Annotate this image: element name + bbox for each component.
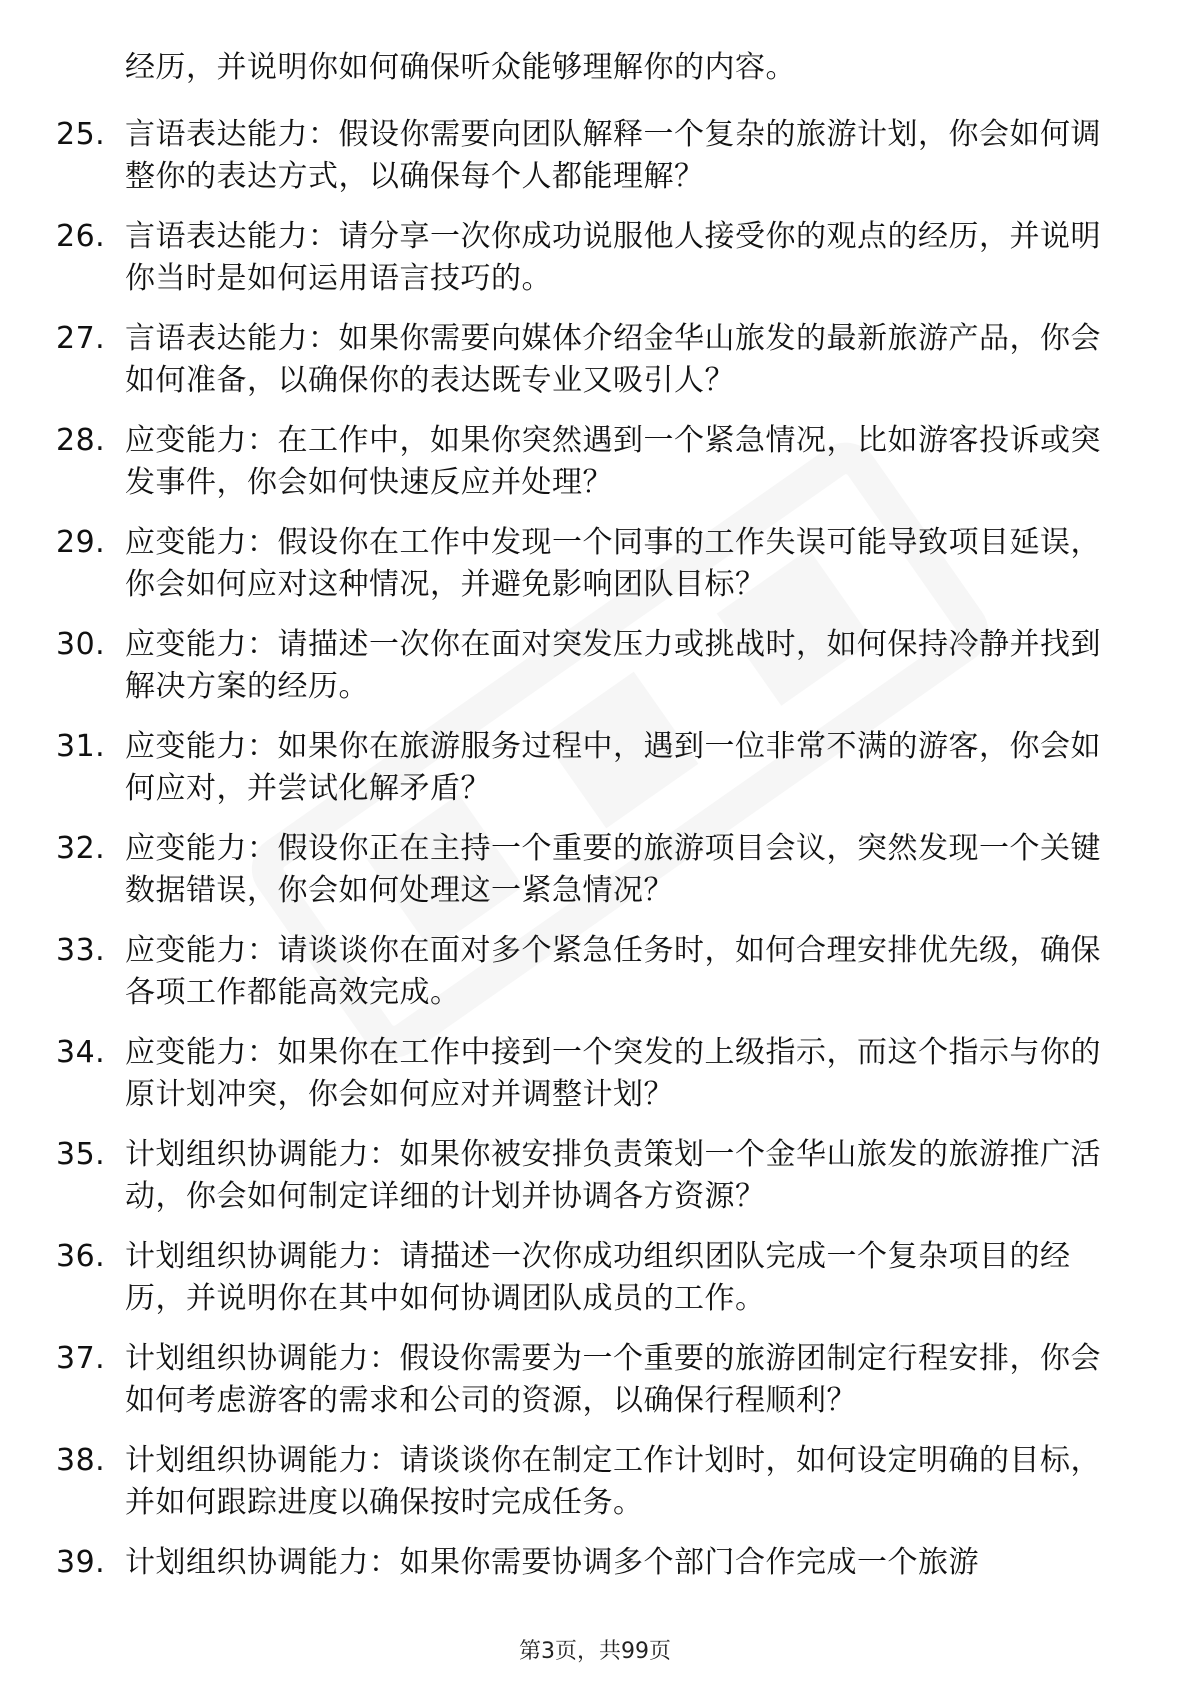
question-text: 应变能力：请描述一次你在面对突发压力或挑战时，如何保持冷静并找到解决方案的经历。 [125, 627, 1101, 704]
question-item [0, 1542, 1190, 1644]
question-text: 计划组织协调能力：请描述一次你成功组织团队完成一个复杂项目的经历，并说明你在其中如何协调团队成员的工作。 [125, 1239, 1071, 1316]
question-text: 应变能力：如果你在旅游服务过程中，遇到一位非常不满的游客，你会如何应对，并尝试化解矛盾？ [125, 729, 1101, 806]
question-number: 38. [56, 1443, 106, 1478]
question-text: 计划组织协调能力：如果你需要协调多个部门合作完成一个旅游 [125, 1545, 979, 1580]
question-item [0, 420, 1190, 522]
question-text: 应变能力：假设你正在主持一个重要的旅游项目会议，突然发现一个关键数据错误，你会如何处理这一紧急情况？ [125, 831, 1101, 908]
question-item [0, 216, 1190, 318]
question-item [0, 1440, 1190, 1542]
question-item [0, 1338, 1190, 1440]
question-number: 36. [56, 1239, 106, 1274]
question-text: 言语表达能力：请分享一次你成功说服他人接受你的观点的经历，并说明你当时是如何运用语言技巧的。 [125, 219, 1101, 296]
question-item [0, 114, 1190, 216]
question-text: 应变能力：如果你在工作中接到一个突发的上级指示，而这个指示与你的原计划冲突，你会如何应对并调整计划？ [125, 1035, 1101, 1112]
question-number: 30. [56, 627, 106, 662]
intro-continuation: 经历，并说明你如何确保听众能够理解你的内容。 [125, 50, 796, 85]
question-number: 27. [56, 321, 106, 356]
question-number: 37. [56, 1341, 106, 1376]
question-item [0, 1134, 1190, 1236]
question-number: 31. [56, 729, 106, 764]
question-text: 计划组织协调能力：如果你被安排负责策划一个金华山旅发的旅游推广活动，你会如何制定详细的计划并协调各方资源？ [125, 1137, 1101, 1214]
question-number: 26. [56, 219, 106, 254]
question-text: 言语表达能力：如果你需要向媒体介绍金华山旅发的最新旅游产品，你会如何准备，以确保你的表达既专业又吸引人？ [125, 321, 1101, 398]
question-text: 应变能力：假设你在工作中发现一个同事的工作失误可能导致项目延误，你会如何应对这种情况，并避免影响团队目标？ [125, 525, 1101, 602]
question-number: 34. [56, 1035, 106, 1070]
page-number: 第3页，共99页 [519, 1639, 671, 1664]
question-number: 33. [56, 933, 106, 968]
question-text: 计划组织协调能力：假设你需要为一个重要的旅游团制定行程安排，你会如何考虑游客的需求和公司的资源，以确保行程顺利？ [125, 1341, 1101, 1418]
question-number: 25. [56, 117, 106, 152]
question-text: 应变能力：请谈谈你在面对多个紧急任务时，如何合理安排优先级，确保各项工作都能高效完成。 [125, 933, 1101, 1010]
question-number: 29. [56, 525, 106, 560]
question-text: 应变能力：在工作中，如果你突然遇到一个紧急情况，比如游客投诉或突发事件，你会如何快速反应并处理？ [125, 423, 1101, 500]
question-item [0, 624, 1190, 726]
question-text: 计划组织协调能力：请谈谈你在制定工作计划时，如何设定明确的目标，并如何跟踪进度以确保按时完成任务。 [125, 1443, 1101, 1520]
question-number: 32. [56, 831, 106, 866]
question-item [0, 828, 1190, 930]
question-item [0, 930, 1190, 1032]
question-item [0, 318, 1190, 420]
question-item [0, 522, 1190, 624]
question-item [0, 1032, 1190, 1134]
question-list [0, 114, 1190, 1644]
question-item [0, 1236, 1190, 1338]
question-number: 28. [56, 423, 106, 458]
question-number: 35. [56, 1137, 106, 1172]
question-number: 39. [56, 1545, 106, 1580]
question-item [0, 726, 1190, 828]
question-text: 言语表达能力：假设你需要向团队解释一个复杂的旅游计划，你会如何调整你的表达方式，以确保每个人都能理解？ [125, 117, 1101, 194]
